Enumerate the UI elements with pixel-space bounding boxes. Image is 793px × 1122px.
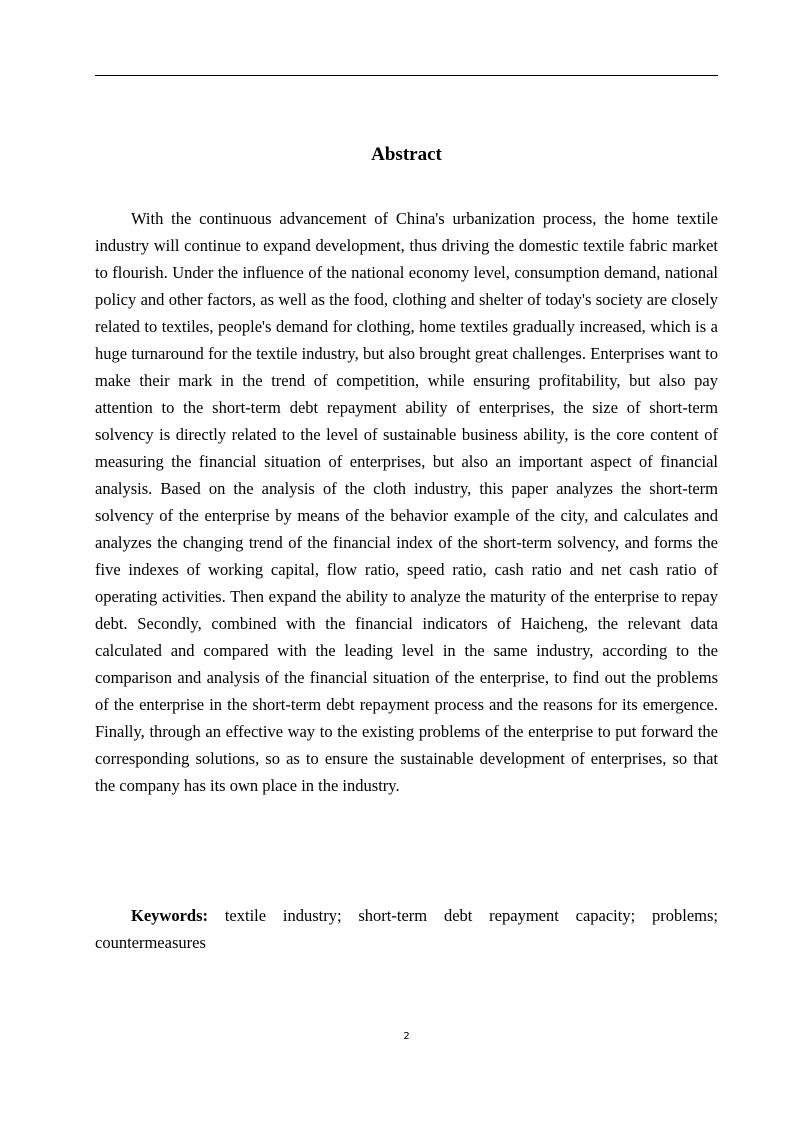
abstract-body: With the continuous advancement of China's urbanization process, the home textile industry will continue to expand development, thus driving the domestic textile fabric market to flourish. Under the influence of the national economy level, consumption demand, national policy and other factors, as well as the food, clothing and shelter of today's society are closely related to textiles, people's demand for clothing, home textiles gradually increased, which is a huge turnaround for the textile industry, but also brought great challenges. Enterprises want to make their mark in the trend of competition, while ensuring profitability, but also pay attention to the short-term debt repayment ability of enterprises, the size of short-term solvency is directly related to the level of sustainable business ability, is the core content of measuring the financial situation of enterprises, but also an important aspect of financial analysis. Based on the analysis of the cloth industry, this paper analyzes the short-term solvency of the enterprise by means of the behavior example of the city, and calculates and analyzes the changing trend of the financial index of the short-term solvency, and forms the five indexes of working capital, flow ratio, speed ratio, cash ratio and net cash ratio of operating activities. Then expand the ability to analyze the maturity of the enterprise to repay debt. Secondly, combined with the financial indicators of Haicheng, the relevant data calculated and compared with the leading level in the same industry, according to the comparison and analysis of the financial situation of the enterprise, to find out the problems of the enterprise in the short-term debt repayment process and the reasons for its emergence. Finally, through an effective way to the existing problems of the enterprise to put forward the corresponding solutions, so as to ensure the sustainable development of enterprises, so that the company has its own place in the industry. (95, 209, 718, 795)
header-rule (95, 75, 718, 76)
keywords-paragraph (95, 902, 718, 956)
page-number: 2 (403, 1031, 410, 1042)
keywords-list: textile industry; short-term debt repayment capacity; problems; countermeasures (95, 906, 718, 952)
keywords-label: Keywords: (131, 906, 208, 925)
abstract-title: Abstract (371, 144, 442, 165)
